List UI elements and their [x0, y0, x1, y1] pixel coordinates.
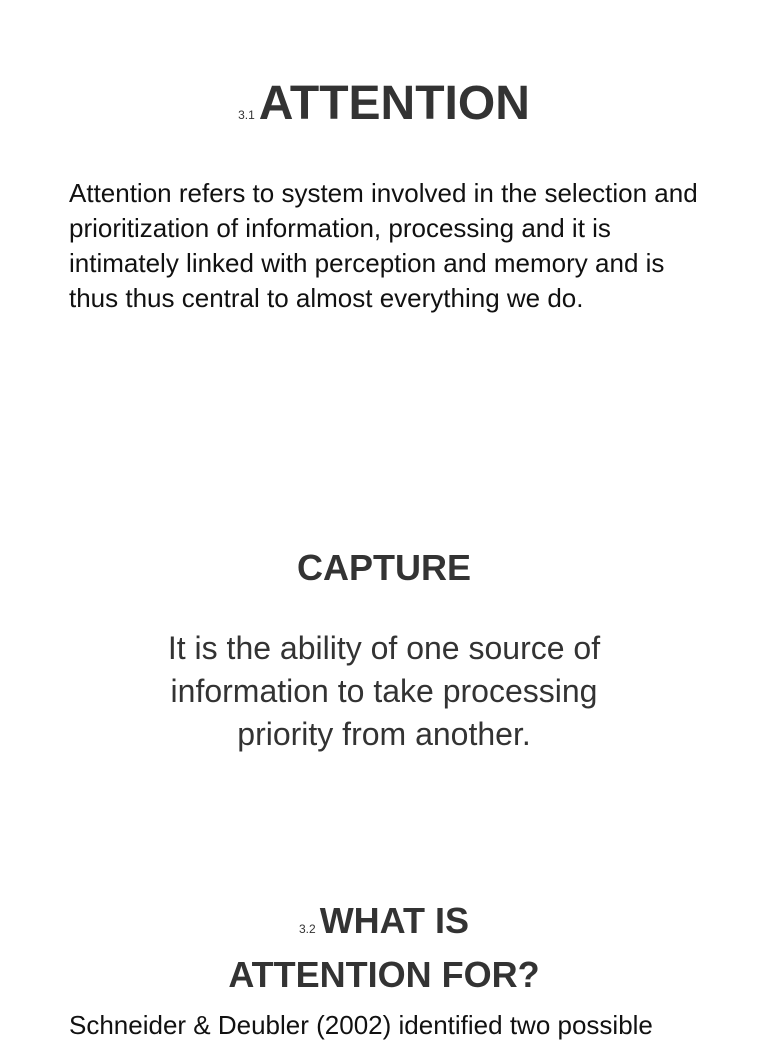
section-number: 3.1 [238, 108, 255, 122]
heading-line-text: WHAT IS [319, 900, 469, 941]
section-number: 3.2 [299, 922, 316, 936]
heading-line [0, 898, 768, 952]
paragraph-line: priority from another. [237, 716, 531, 752]
section-heading-what-is-attention-for [0, 898, 768, 998]
attention-definition-paragraph: Attention refers to system involved in the selection and prioritization of information, processing and it is intimately linked with perception and memory and is thus thus central to almost everything we do. [69, 178, 698, 313]
section-title: ATTENTION [258, 77, 530, 130]
section-heading-capture: CAPTURE [296, 547, 471, 588]
heading-line: ATTENTION FOR? [228, 954, 540, 995]
section-heading-attention [0, 76, 768, 143]
paragraph-line: information to take processing [170, 673, 598, 709]
paragraph-line: It is the ability of one source of [167, 630, 601, 666]
schneider-deubler-paragraph: Schneider & Deubler (2002) identified two possible [69, 1010, 653, 1040]
capture-definition-paragraph [0, 627, 768, 756]
